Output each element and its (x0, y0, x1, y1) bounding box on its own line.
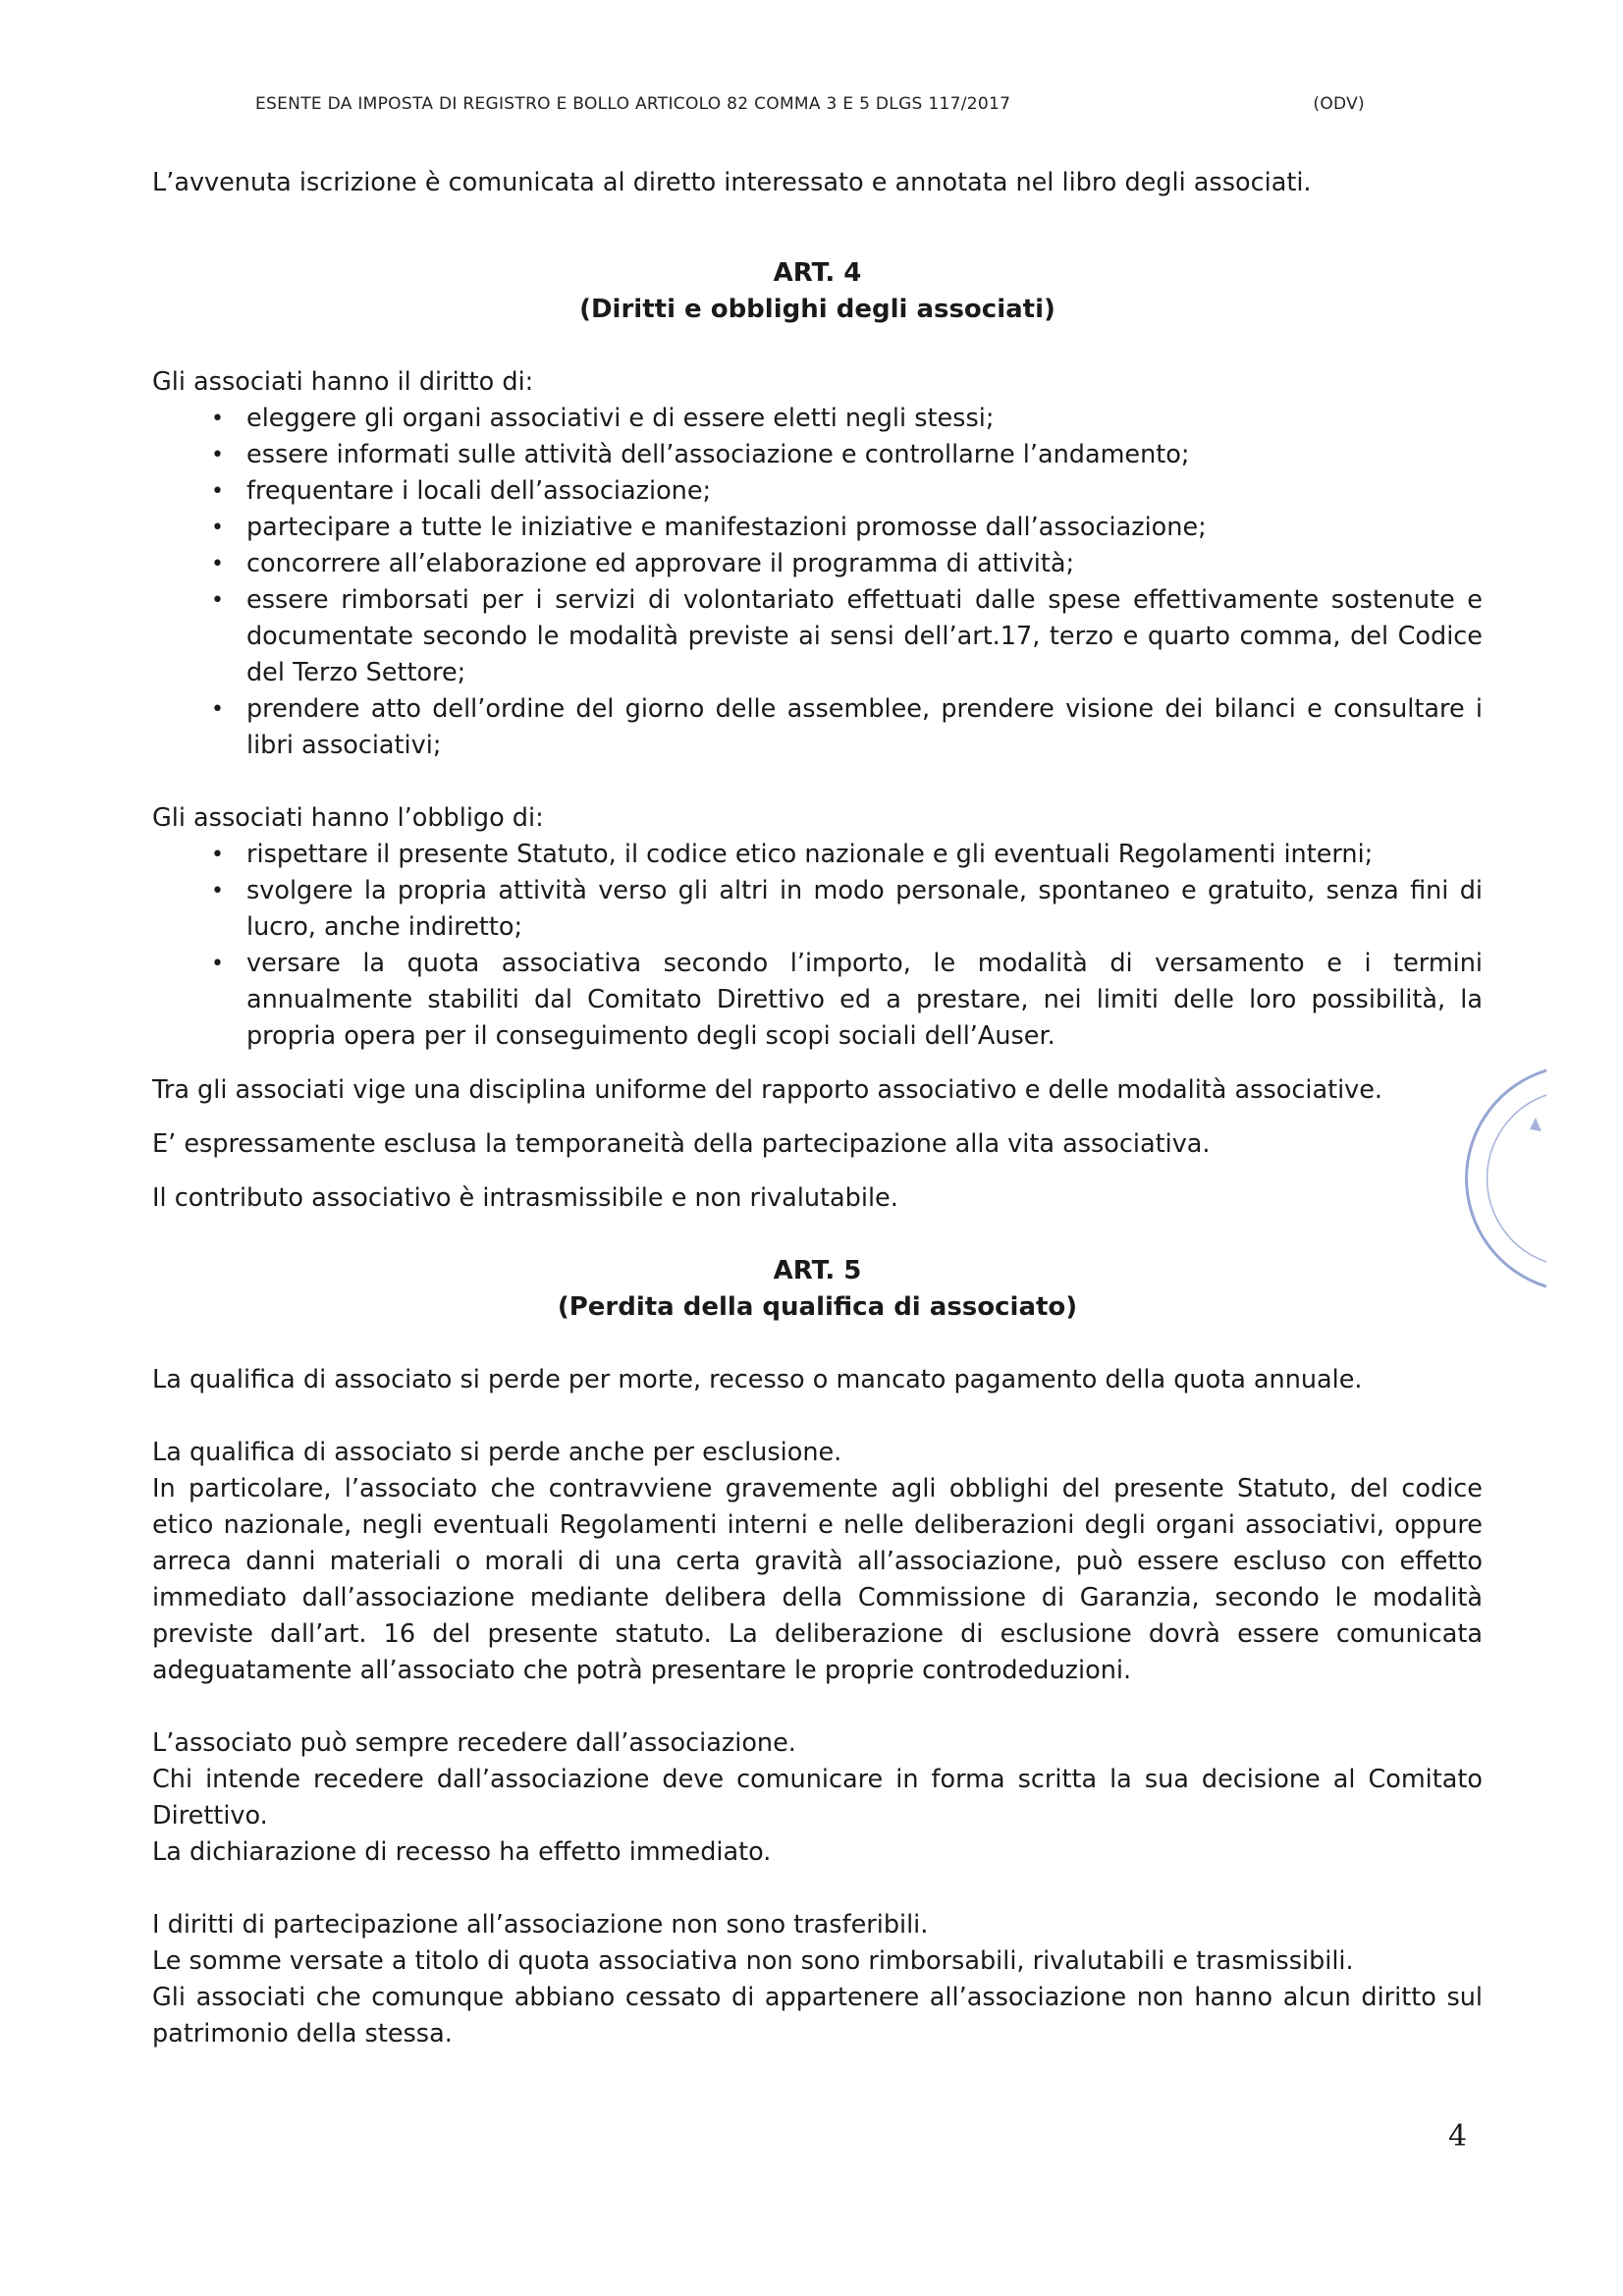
page-number: 4 (1448, 2119, 1468, 2154)
art4-title: (Diritti e obblighi degli associati) (579, 295, 1055, 324)
page-header (255, 94, 1365, 114)
intro-paragraph: L’avvenuta iscrizione è comunicata al diretto interessato e annotata nel libro degli associati. (152, 168, 1312, 197)
art5-paragraph: La qualifica di associato si perde anche per esclusione. (152, 1438, 842, 1467)
list-item: • prendere atto dell’ordine del giorno delle assemblee, prendere visione dei bilanci e consultare i libri associativi; (211, 691, 1483, 764)
list-item: • svolgere la propria attività verso gli altri in modo personale, spontaneo e gratuito, senza fini di lucro, anche indiretto; (211, 873, 1483, 946)
list-item: • eleggere gli organi associativi e di essere eletti negli stessi; (211, 401, 1483, 437)
art4-paragraph: Tra gli associati vige una disciplina uniforme del rapporto associativo e delle modalità associative. (152, 1075, 1383, 1105)
art4-heading (152, 255, 1483, 328)
art5-paragraph: Chi intende recedere dall’associazione deve comunicare in forma scritta la sua decisione al Comitato Direttivo. (152, 1765, 1483, 1831)
art5-paragraph: Le somme versate a titolo di quota associativa non sono rimborsabili, rivalutabili e trasmissibili. (152, 1946, 1354, 1976)
art4-number: ART. 4 (773, 258, 862, 288)
art5-number: ART. 5 (773, 1256, 862, 1285)
document-body (152, 165, 1483, 2052)
art4-paragraph: Il contributo associativo è intrasmissibile e non rivalutabile. (152, 1183, 898, 1213)
art5-title: (Perdita della qualifica di associato) (557, 1292, 1078, 1322)
art5-paragraph: La dichiarazione di recesso ha effetto immediato. (152, 1837, 772, 1867)
header-tag: (ODV) (1313, 94, 1365, 114)
header-text: ESENTE DA IMPOSTA DI REGISTRO E BOLLO ARTICOLO 82 COMMA 3 E 5 DLGS 117/2017 (255, 94, 1011, 114)
art5-paragraph: L’associato può sempre recedere dall’associazione. (152, 1728, 796, 1758)
list-item: • essere informati sulle attività dell’associazione e controllarne l’andamento; (211, 437, 1483, 473)
obligations-list (152, 837, 1483, 1055)
art4-paragraph: E’ espressamente esclusa la temporaneità della partecipazione alla vita associativa. (152, 1129, 1211, 1159)
art5-paragraph: La qualifica di associato si perde per morte, recesso o mancato pagamento della quota annuale. (152, 1365, 1363, 1394)
list-item: • rispettare il presente Statuto, il codice etico nazionale e gli eventuali Regolamenti interni; (211, 837, 1483, 873)
list-item: • partecipare a tutte le iniziative e manifestazioni promosse dall’associazione; (211, 510, 1483, 546)
list-item: • concorrere all’elaborazione ed approvare il programma di attività; (211, 546, 1483, 582)
art5-paragraph: Gli associati che comunque abbiano cessato di appartenere all’associazione non hanno alcun diritto sul patrimonio della stessa. (152, 1983, 1483, 2049)
art5-paragraph: I diritti di partecipazione all’associazione non sono trasferibili. (152, 1910, 929, 1940)
list-item: • versare la quota associativa secondo l’importo, le modalità di versamento e i termini annualmente stabiliti dal Comitato Direttivo ed a prestare, nei limiti delle loro possibilità, la propria opera per il conseguimento degli scopi sociali dell’Auser. (211, 946, 1483, 1055)
obligations-intro: Gli associati hanno l’obbligo di: (152, 803, 544, 833)
list-item: • essere rimborsati per i servizi di volontariato effettuati dalle spese effettivamente sostenute e documentate secondo le modalità previste ai sensi dell’art.17, terzo e quarto comma, del Codice del Terzo Settore; (211, 582, 1483, 691)
list-item: • frequentare i locali dell’associazione; (211, 473, 1483, 510)
rights-intro: Gli associati hanno il diritto di: (152, 367, 534, 397)
art5-heading (152, 1253, 1483, 1326)
art5-paragraph: In particolare, l’associato che contravviene gravemente agli obblighi del presente Statuto, del codice etico nazionale, negli eventuali Regolamenti interni e nelle deliberazioni degli organi associativi, oppure arreca danni materiali o morali di una certa gravità all’associazione, può essere escluso con effetto immediato dall’associazione mediante delibera della Commissione di Garanzia, secondo le modalità previste dall’art. 16 del presente statuto. La deliberazione di esclusione dovrà essere comunicata adeguatamente all’associato che potrà presentare le proprie controdeduzioni. (152, 1474, 1483, 1685)
office-stamp (1414, 1061, 1551, 1296)
rights-list (152, 401, 1483, 764)
